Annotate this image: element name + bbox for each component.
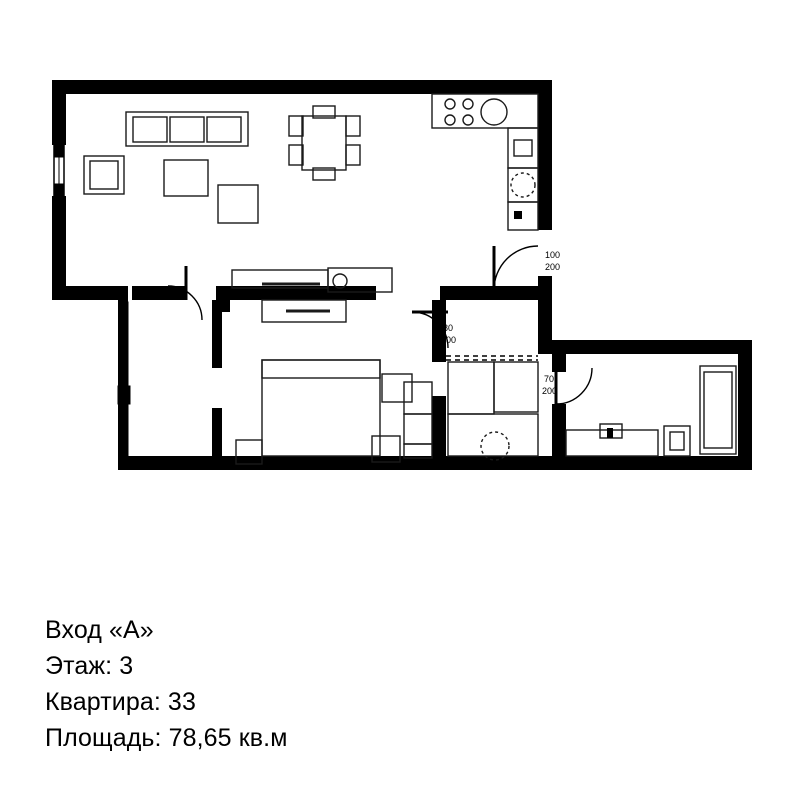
hatched-partition	[118, 302, 130, 466]
kitchen-furniture	[432, 94, 538, 230]
bathroom-furniture	[448, 362, 538, 460]
door-label-bedroom-top: 80	[443, 323, 454, 333]
floor-label: Этаж: 3	[45, 652, 134, 680]
walls-group	[52, 80, 752, 470]
apartment-label: Квартира: 33	[45, 688, 196, 716]
living-room-furniture	[84, 106, 360, 223]
right-wing-furniture	[566, 366, 736, 456]
area-label: Площадь: 78,65 кв.м	[45, 724, 288, 752]
door-label-bathroom-bottom: 200	[542, 386, 558, 396]
door-label-bedroom-bottom: 200	[441, 335, 457, 345]
bedroom-furniture	[236, 360, 432, 464]
entrance-label: Вход «А»	[45, 616, 154, 644]
door-label-entry-top: 100	[545, 250, 561, 260]
apartment-info-block	[45, 612, 545, 756]
door-label-bathroom-top: 70	[544, 374, 555, 384]
door-label-entry-bottom: 200	[545, 262, 561, 272]
